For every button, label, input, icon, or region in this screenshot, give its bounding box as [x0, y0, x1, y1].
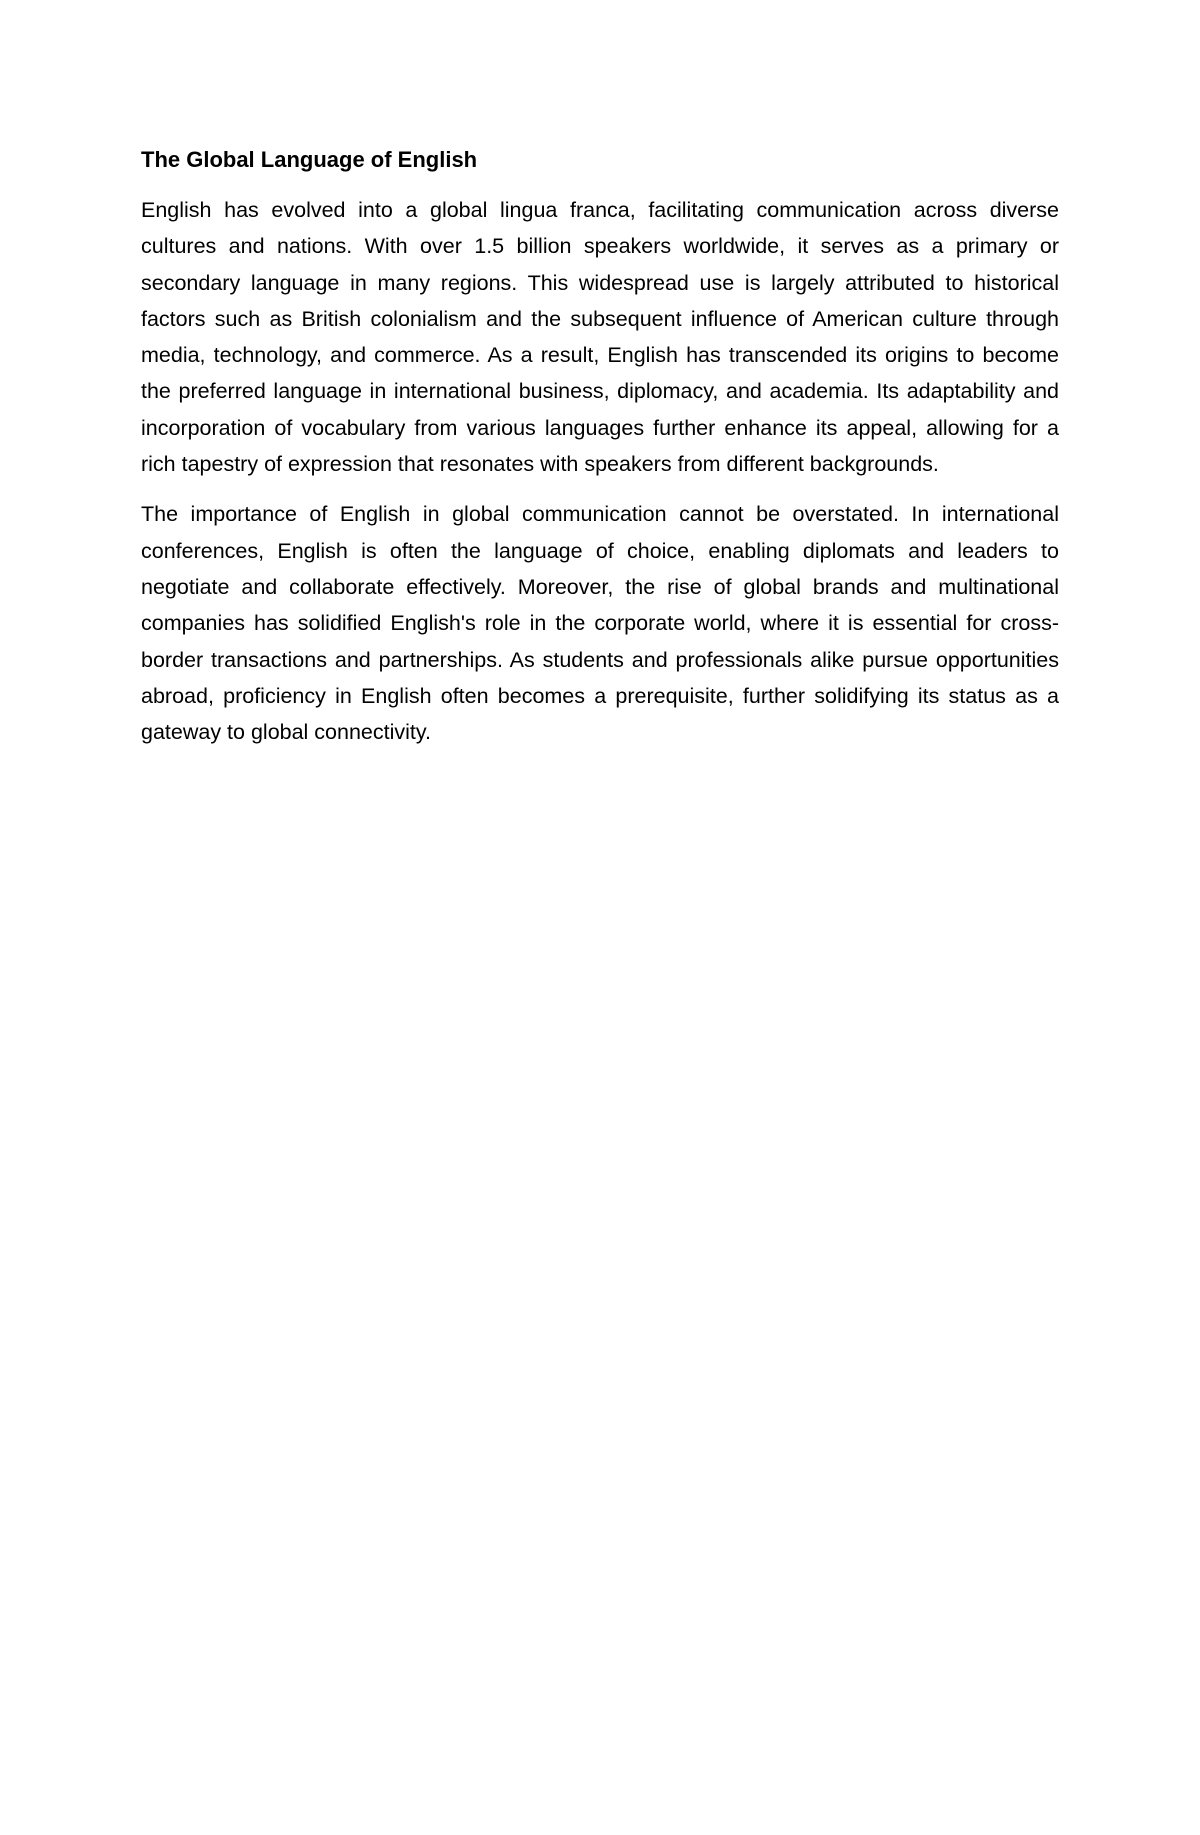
paragraph-2: The importance of English in global communication cannot be overstated. In international conferences, English is often the language of choice, enabling diplomats and leaders to negotiate and collaborate effectively. Moreover, the rise of global brands and multinational companies has solidified English's role in the corporate world, where it is essential for cross-border transactions and partnerships. As students and professionals alike pursue opportunities abroad, proficiency in English often becomes a prerequisite, further solidifying its status as a gateway to global connectivity.	[141, 502, 1059, 745]
paragraph-1: English has evolved into a global lingua franca, facilitating communication across diverse cultures and nations. With over 1.5 billion speakers worldwide, it serves as a primary or secondary language in many regions. This widespread use is largely attributed to historical factors such as British colonialism and the subsequent influence of American culture through media, technology, and commerce. As a result, English has transcended its origins to become the preferred language in international business, diplomacy, and academia. Its adaptability and incorporation of vocabulary from various languages further enhance its appeal, allowing for a rich tapestry of expression that resonates with speakers from different backgrounds.	[141, 198, 1059, 477]
document-title: The Global Language of English	[141, 147, 478, 172]
document-body	[141, 142, 1059, 764]
